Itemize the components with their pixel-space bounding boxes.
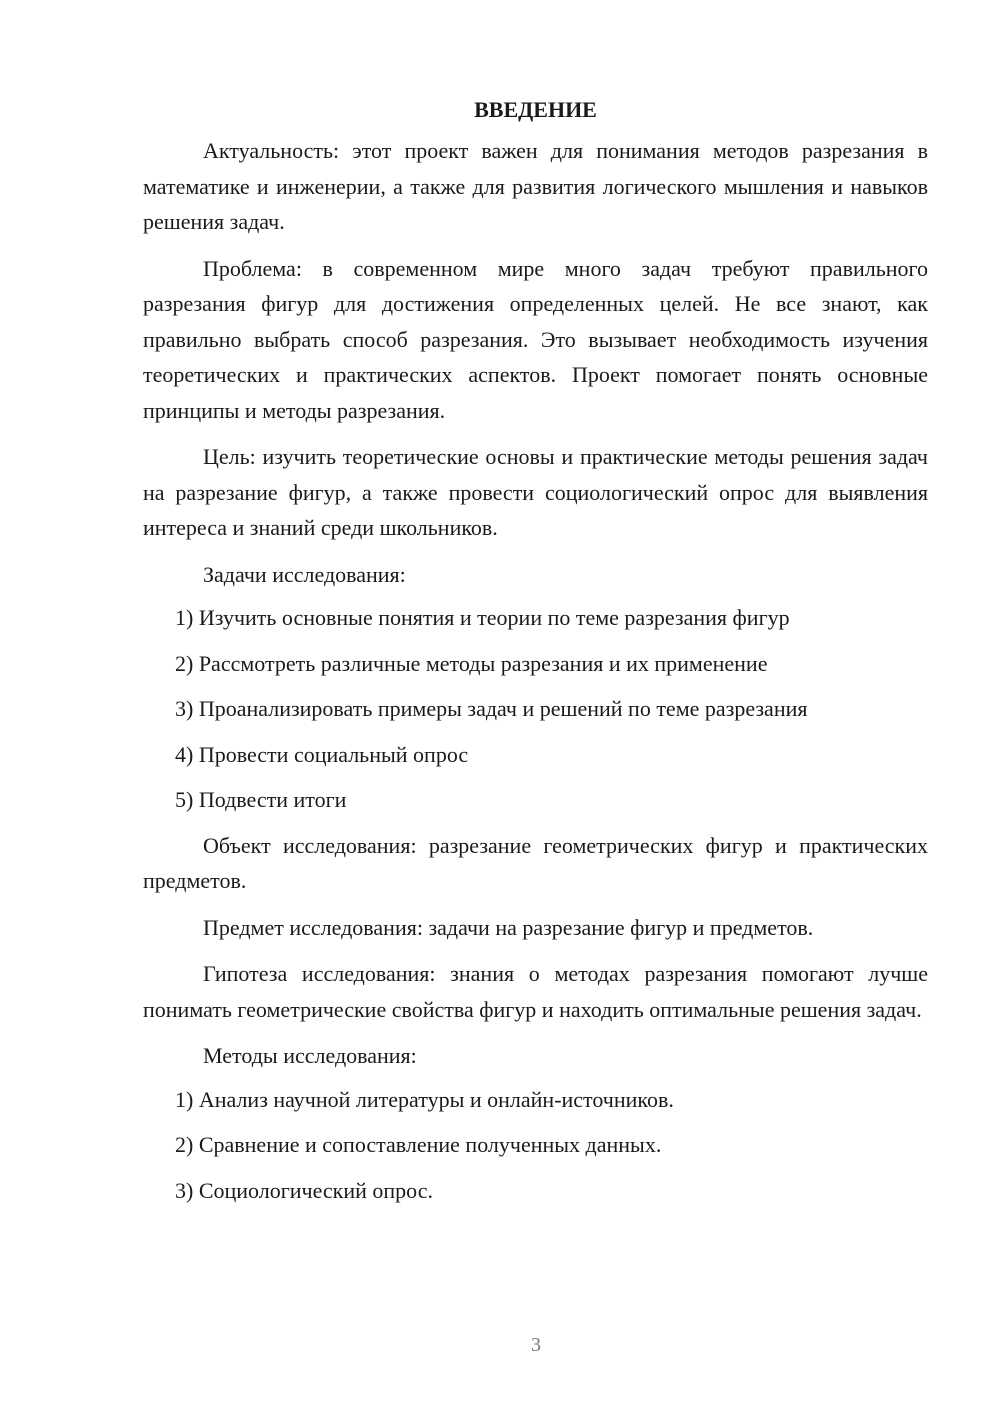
tasks-title: Задачи исследования:: [203, 561, 406, 587]
methods-title: Методы исследования:: [203, 1043, 417, 1068]
methods-list: [143, 1082, 928, 1209]
tasks-list: [143, 600, 928, 818]
relevance-paragraph: Актуальность: этот проект важен для понимания методов разрезания в математике и инженерии, а также для развития логического мышления и навыков решения задач.: [143, 138, 928, 234]
task-item: 1) Изучить основные понятия и теории по теме разрезания фигур: [175, 605, 790, 630]
document-body: [143, 92, 928, 1218]
task-item: 4) Провести социальный опрос: [175, 741, 469, 767]
method-item: 1) Анализ научной литературы и онлайн-источников.: [175, 1086, 674, 1112]
subject-paragraph: Предмет исследования: задачи на разрезание фигур и предметов.: [203, 914, 814, 940]
object-paragraph: Объект исследования: разрезание геометрических фигур и практических предметов.: [143, 832, 928, 893]
section-heading: ВВЕДЕНИЕ: [474, 97, 597, 122]
task-item: 2) Рассмотреть различные методы разрезания и их применение: [175, 650, 768, 676]
task-item: 5) Подвести итоги: [175, 787, 347, 812]
problem-paragraph: Проблема: в современном мире много задач требуют правильного разрезания фигур для достижения определенных целей. Не все знают, как правильно выбрать способ разрезания. Это вызывает необходимость изучения теоретических и практических аспектов. Проект помогает понять основные принципы и методы разрезания.: [143, 255, 928, 423]
method-item: 2) Сравнение и сопоставление полученных данных.: [175, 1132, 662, 1157]
method-item: 3) Социологический опрос.: [175, 1177, 433, 1203]
page-number: 3: [531, 1334, 541, 1356]
task-item: 3) Проанализировать примеры задач и решений по теме разрезания: [175, 696, 808, 721]
goal-paragraph: Цель: изучить теоретические основы и практические методы решения задач на разрезание фигур, а также провести социологический опрос для выявления интереса и знаний среди школьников.: [143, 444, 928, 540]
hypothesis-paragraph: Гипотеза исследования: знания о методах разрезания помогают лучше понимать геометрические свойства фигур и находить оптимальные решения задач.: [143, 961, 928, 1022]
